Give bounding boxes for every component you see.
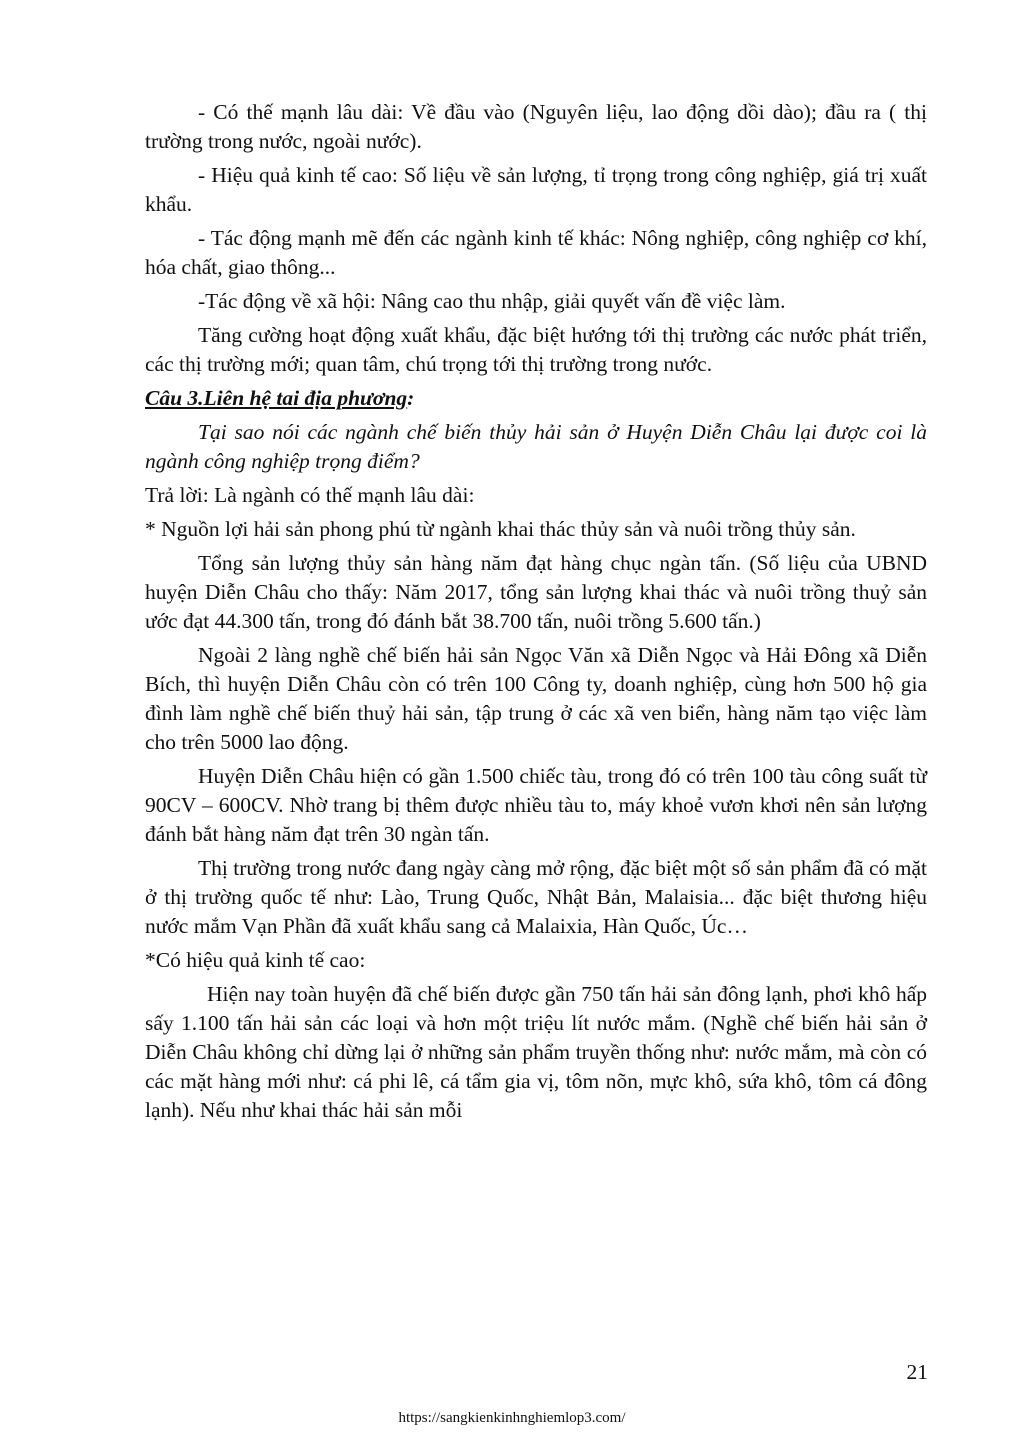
paragraph-market: Thị trường trong nước đang ngày càng mở rộng, đặc biệt một số sản phẩm đã có mặt ở thị trường quốc tế như: Lào, Trung Quốc, Nhật Bản, Malaisia... đặc biệt thương hiệu nước mắm Vạn Phần đã xuất khẩu sang cả Malaixia, Hàn Quốc, Úc… bbox=[145, 856, 927, 938]
paragraph-export: Tăng cường hoạt động xuất khẩu, đặc biệt hướng tới thị trường các nước phát triển, các thị trường mới; quan tâm, chú trọng tới thị trường trong nước. bbox=[145, 323, 927, 376]
section-heading-text: Câu 3.Liên hệ tai địa phương bbox=[145, 386, 408, 410]
paragraph-processing: Hiện nay toàn huyện đã chế biến được gần 750 tấn hải sản đông lạnh, phơi khô hấp sấy 1.100 tấn hải sản các loại và hơn một triệu lít nước mắm. (Nghề chế biến hải sản ở Diễn Châu không chỉ dừng lại ở những sản phẩm truyền thống như: nước mắm, mà còn có các mặt hàng mới như: cá phi lê, cá tẩm gia vị, tôm nõn, mực khô, sứa khô, tôm cá đông lạnh). Nếu như khai thác hải sản mỗi bbox=[145, 982, 927, 1122]
paragraph-output: Tổng sản lượng thủy sản hàng năm đạt hàng chục ngàn tấn. (Số liệu của UBND huyện Diễn Châu cho thấy: Năm 2017, tổng sản lượng khai thác và nuôi trồng thuỷ sản ước đạt 44.300 tấn, trong đó đánh bắt 38.700 tấn, nuôi trồng 5.600 tấn.) bbox=[145, 551, 927, 633]
paragraph-impact-society: -Tác động về xã hội: Nâng cao thu nhập, giải quyết vấn đề việc làm. bbox=[198, 289, 786, 313]
paragraph-impact-economy: - Tác động mạnh mẽ đến các ngành kinh tế khác: Nông nghiệp, công nghiệp cơ khí, hóa chất, giao thông... bbox=[145, 226, 927, 279]
answer-intro: Trả lời: Là ngành có thế mạnh lâu dài: bbox=[145, 483, 475, 507]
paragraph-fleet: Huyện Diễn Châu hiện có gần 1.500 chiếc tàu, trong đó có trên 100 tàu công suất từ 90CV – 600CV. Nhờ trang bị thêm được nhiều tàu to, máy khoẻ vươn khơi nên sản lượng đánh bắt hàng năm đạt trên 30 ngàn tấn. bbox=[145, 764, 927, 846]
section-heading bbox=[145, 384, 927, 413]
paragraph-resources: * Nguồn lợi hải sản phong phú từ ngành khai thác thủy sản và nuôi trồng thủy sản. bbox=[145, 517, 856, 541]
question-text: Tại sao nói các ngành chế biến thủy hải sản ở Huyện Diễn Châu lại được coi là ngành công nghiệp trọng điểm? bbox=[145, 420, 927, 473]
paragraph-efficiency: - Hiệu quả kinh tế cao: Số liệu về sản lượng, tỉ trọng trong công nghiệp, giá trị xuất khẩu. bbox=[145, 163, 927, 216]
paragraph-efficiency-heading: *Có hiệu quả kinh tế cao: bbox=[145, 948, 366, 972]
paragraph-strength: - Có thế mạnh lâu dài: Về đầu vào (Nguyên liệu, lao động dồi dào); đầu ra ( thị trường trong nước, ngoài nước). bbox=[145, 100, 927, 153]
document-body bbox=[145, 98, 927, 1130]
section-heading-colon: : bbox=[407, 386, 415, 410]
page-number: 21 bbox=[906, 1360, 928, 1384]
footer-url[interactable]: https://sangkienkinhnghiemlop3.com/ bbox=[398, 1410, 626, 1426]
paragraph-craft-villages: Ngoài 2 làng nghề chế biến hải sản Ngọc Văn xã Diễn Ngọc và Hải Đông xã Diễn Bích, thì huyện Diễn Châu còn có trên 100 Công ty, doanh nghiệp, cùng hơn 500 hộ gia đình làm nghề chế biến thuỷ hải sản, tập trung ở các xã ven biển, hàng năm tạo việc làm cho trên 5000 lao động. bbox=[145, 643, 927, 754]
